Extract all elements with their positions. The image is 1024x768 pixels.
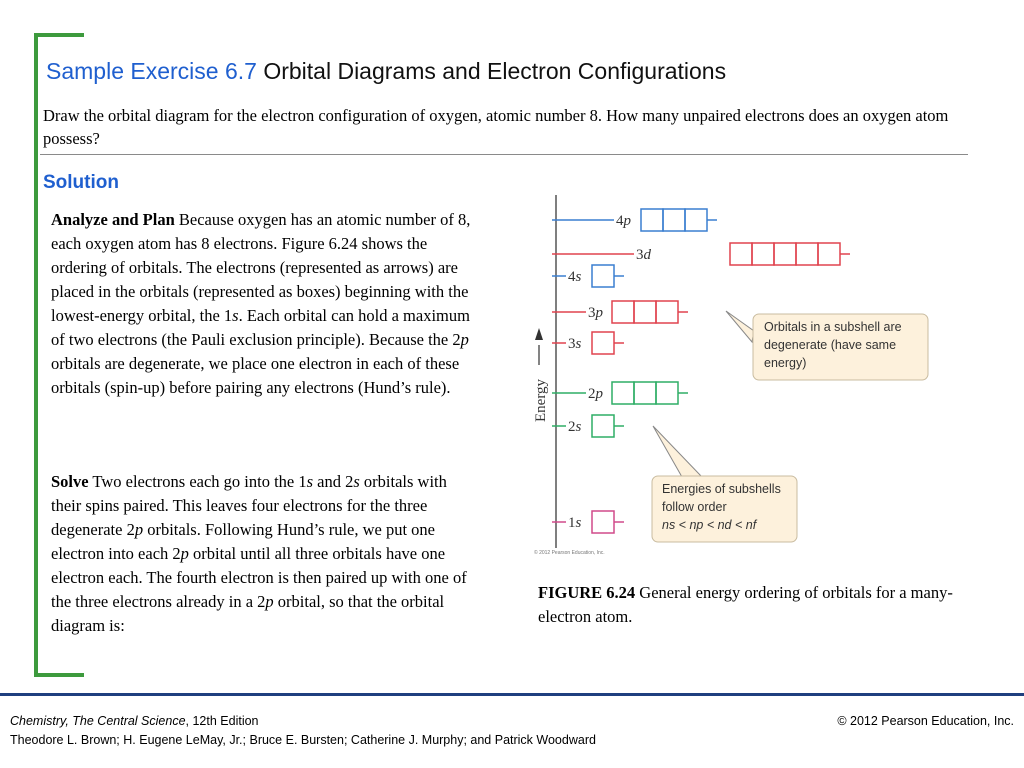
energy-arrow bbox=[535, 328, 543, 365]
energy-label: Energy bbox=[533, 378, 549, 422]
orbital-box bbox=[656, 382, 678, 404]
svg-text:Energies of subshells fo: Energies of subshells follow order ns < np < nd < nf bbox=[662, 482, 781, 532]
figure-caption: FIGURE 6.24 General energy ordering of orbitals for a many-electron atom. bbox=[538, 583, 953, 626]
orbital-box bbox=[663, 209, 685, 231]
footer-rule bbox=[0, 693, 1024, 696]
exercise-prompt: Draw the orbital diagram for the electron configuration of oxygen, atomic number 8. How many unpaired electrons does an oxygen atom possess? bbox=[43, 106, 949, 148]
exercise-title: Orbital Diagrams and Electron Configurations bbox=[263, 58, 727, 84]
orbital-box bbox=[592, 332, 614, 354]
page-title bbox=[46, 58, 1006, 85]
orbital-level-1s bbox=[552, 511, 624, 533]
orbital-level-2s bbox=[552, 415, 624, 437]
orbital-box bbox=[685, 209, 707, 231]
orbital-label: 4s bbox=[568, 269, 582, 285]
orbital-level-2p bbox=[552, 382, 688, 404]
analyze-paragraph: Analyze and Plan Because oxygen has an atomic number of 8, each oxygen atom has 8 electrons. Figure 6.24 shows the ordering of orbitals. The electrons (represented as arrows) are placed in the orbitals (represented as boxes) beginning with the lowest-energy orbital, the 1s. Each orbital can hold a maximum of two electrons (the Pauli exclusion principle). Because the 2p orbitals are degenerate, we place one electron in each of these orbitals (spin-up) before pairing any electrons (Hund’s rule). bbox=[51, 210, 471, 397]
footer-book: Chemistry, The Central Science, 12th Edition bbox=[10, 714, 259, 728]
orbital-level-3s bbox=[552, 332, 624, 354]
orbital-box bbox=[641, 209, 663, 231]
exercise-number: Sample Exercise 6.7 bbox=[46, 58, 257, 84]
orbital-level-3p bbox=[552, 301, 688, 323]
orbital-box bbox=[592, 511, 614, 533]
orbital-energy-diagram bbox=[520, 190, 940, 565]
orbital-box bbox=[730, 243, 752, 265]
orbital-level-4p bbox=[552, 209, 717, 231]
orbital-box bbox=[656, 301, 678, 323]
orbital-box bbox=[634, 301, 656, 323]
orbital-label: 3d bbox=[636, 247, 651, 263]
orbital-box bbox=[592, 265, 614, 287]
orbital-box bbox=[612, 382, 634, 404]
svg-text:Orbitals in a subshell are: Orbitals in a subshell are degenerate (have same energy) bbox=[764, 320, 902, 370]
orbital-label: 3s bbox=[568, 336, 582, 352]
solution-heading: Solution bbox=[43, 172, 119, 193]
orbital-box bbox=[634, 382, 656, 404]
divider bbox=[40, 154, 968, 155]
orbital-level-4s bbox=[552, 265, 624, 287]
figure-label: FIGURE 6.24 bbox=[538, 583, 636, 602]
orbital-box bbox=[592, 415, 614, 437]
callout-energy-order bbox=[652, 426, 797, 542]
orbital-label: 2s bbox=[568, 419, 582, 435]
orbital-box bbox=[774, 243, 796, 265]
solve-label: Solve bbox=[51, 472, 89, 491]
orbital-label: 3p bbox=[588, 305, 603, 321]
analyze-label: Analyze and Plan bbox=[51, 210, 175, 229]
orbital-box bbox=[752, 243, 774, 265]
orbital-box bbox=[796, 243, 818, 265]
footer-copyright: © 2012 Pearson Education, Inc. bbox=[837, 714, 1014, 728]
solve-paragraph: Solve Two electrons each go into the 1s and 2s orbitals with their spins paired. This leaves four electrons for the three degenerate 2p orbitals. Following Hund’s rule, we put one electron into each 2p orbital until all three orbitals have one electron each. The fourth electron is then paired up with one of the three electrons already in a 2p orbital, so that the orbital diagram is: bbox=[51, 472, 467, 635]
orbital-label: 4p bbox=[616, 213, 631, 229]
orbital-box bbox=[612, 301, 634, 323]
figure-copyright: © 2012 Pearson Education, Inc. bbox=[534, 550, 605, 556]
orbital-level-3d bbox=[552, 243, 850, 265]
orbital-box bbox=[818, 243, 840, 265]
footer-authors: Theodore L. Brown; H. Eugene LeMay, Jr.; Bruce E. Bursten; Catherine J. Murphy; and Patrick Woodward bbox=[10, 733, 596, 747]
orbital-label: 1s bbox=[568, 515, 582, 531]
orbital-label: 2p bbox=[588, 386, 603, 402]
callout-degenerate bbox=[726, 311, 928, 380]
